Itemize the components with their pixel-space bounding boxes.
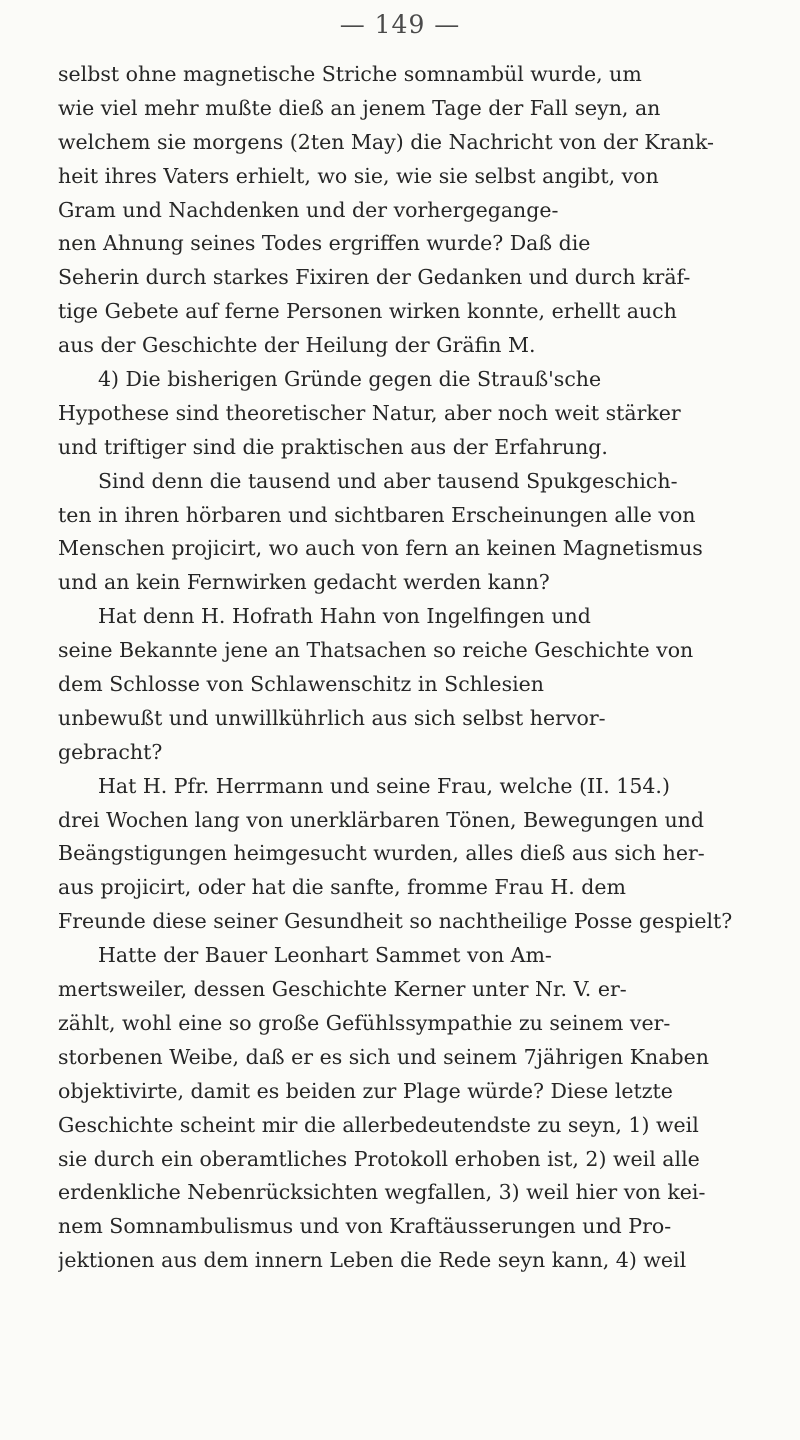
text-line: welchem sie morgens (2ten May) die Nachricht von der Krank-	[58, 129, 714, 154]
text-line: Menschen projicirt, wo auch von fern an keinen Magnetismus	[58, 536, 703, 561]
text-line: aus projicirt, oder hat die sanfte, fromme Frau H. dem	[58, 875, 626, 900]
text-line: dem Schlosse von Schlawenschitz in Schlesien	[58, 672, 544, 697]
text-line: und triftiger sind die praktischen aus der Erfahrung.	[58, 434, 608, 459]
text-line: storbenen Weibe, daß er es sich und seinem 7jährigen Knaben	[58, 1044, 709, 1069]
text-line: jektionen aus dem innern Leben die Rede seyn kann, 4) weil	[58, 1248, 687, 1273]
text-line: seine Bekannte jene an Thatsachen so reiche Geschichte von	[58, 638, 694, 663]
text-line: Hatte der Bauer Leonhart Sammet von Am-	[98, 943, 552, 968]
text-line: gebracht?	[58, 739, 163, 764]
text-line: Sind denn die tausend und aber tausend Spukgeschich-	[98, 468, 678, 493]
text-line: selbst ohne magnetische Striche somnambül wurde, um	[58, 62, 642, 86]
text-line: nen Ahnung seines Todes ergriffen wurde? Daß die	[58, 231, 591, 256]
text-line: objektivirte, damit es beiden zur Plage würde? Diese letzte	[58, 1078, 673, 1103]
text-line: Seherin durch starkes Fixiren der Gedanken und durch kräf-	[58, 265, 691, 290]
text-line: Hypothese sind theoretischer Natur, aber noch weit stärker	[58, 400, 681, 425]
text-line: mertsweiler, dessen Geschichte Kerner unter Nr. V. er-	[58, 977, 627, 1002]
text-line: erdenkliche Nebenrücksichten wegfallen, 3) weil hier von kei-	[58, 1180, 706, 1205]
text-line: tige Gebete auf ferne Personen wirken konnte, erhellt auch	[58, 299, 677, 324]
text-line: wie viel mehr mußte dieß an jenem Tage der Fall seyn, an	[58, 95, 661, 120]
text-line: Beängstigungen heimgesucht wurden, alles dieß aus sich her-	[58, 841, 705, 866]
body-text	[58, 58, 764, 1278]
text-line: Geschichte scheint mir die allerbedeutendste zu seyn, 1) weil	[58, 1112, 699, 1137]
text-line: Freunde diese seiner Gesundheit so nachtheilige Posse gespielt?	[58, 909, 733, 934]
text-line: unbewußt und unwillkührlich aus sich selbst hervor-	[58, 705, 606, 730]
text-line: 4) Die bisherigen Gründe gegen die Strauß'sche	[98, 367, 602, 392]
text-line: heit ihres Vaters erhielt, wo sie, wie sie selbst angibt, von	[58, 163, 659, 188]
text-line: ten in ihren hörbaren und sichtbaren Erscheinungen alle von	[58, 502, 696, 527]
text-line: Hat denn H. Hofrath Hahn von Ingelfingen und	[98, 604, 591, 629]
page-number: — 149 —	[339, 10, 461, 39]
text-line: Hat H. Pfr. Herrmann und seine Frau, welche (II. 154.)	[98, 773, 670, 798]
text-line: drei Wochen lang von unerklärbaren Tönen, Bewegungen und	[58, 807, 704, 832]
text-line: Gram und Nachdenken und der vorhergegange-	[58, 197, 559, 222]
text-line: nem Somnambulismus und von Kraftäusserungen und Pro-	[58, 1214, 672, 1239]
text-line: und an kein Fernwirken gedacht werden kann?	[58, 570, 550, 595]
text-line: aus der Geschichte der Heilung der Gräfin M.	[58, 333, 536, 358]
text-line: sie durch ein oberamtliches Protokoll erhoben ist, 2) weil alle	[58, 1146, 700, 1171]
text-line: zählt, wohl eine so große Gefühlssympathie zu seinem ver-	[58, 1010, 671, 1035]
